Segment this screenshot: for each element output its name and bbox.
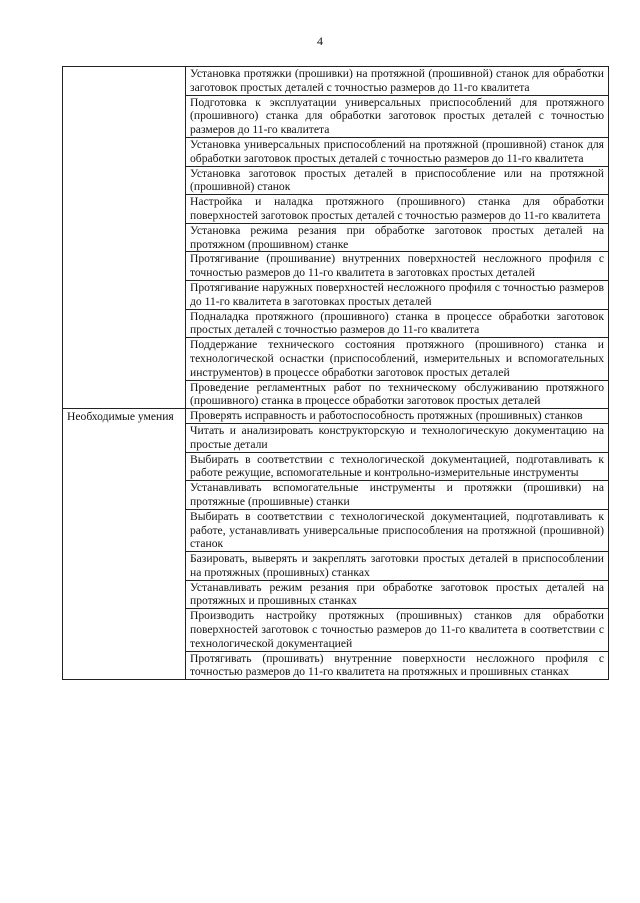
table-row [63,409,609,424]
table-cell-item: Читать и анализировать конструкторскую и технологическую документацию на простые детали [186,423,609,452]
table-cell-item: Устанавливать вспомогательные инструменты и протяжки (прошивки) на протяжные (прошивные) станки [186,481,609,510]
table-cell-item: Протягивание (прошивание) внутренних поверхностей несложного профиля с точностью размеров до 11-го квалитета в заготовках простых деталей [186,252,609,281]
table-cell-item: Установка заготовок простых деталей в приспособление или на протяжной (прошивной) станок [186,166,609,195]
section-label: Необходимые умения [63,409,186,680]
table-cell-item: Протягивание наружных поверхностей несложного профиля с точностью размеров до 11-го квалитета в заготовках простых деталей [186,280,609,309]
table-cell-item: Выбирать в соответствии с технологической документацией, подготавливать к работе, устанавливать универсальные приспособления на протяжной (прошивной) станок [186,509,609,551]
table-cell-item: Настройка и наладка протяжного (прошивного) станка для обработки поверхностей заготовок простых деталей с точностью размеров до 11-го квалитета [186,195,609,224]
table-cell-item: Установка универсальных приспособлений на протяжной (прошивной) станок для обработки заготовок простых деталей с точностью размеров до 11-го квалитета [186,137,609,166]
table-cell-item: Протягивать (прошивать) внутренние поверхности несложного профиля с точностью размеров до 11-го квалитета на протяжных и прошивных станках [186,651,609,680]
table-cell-item: Базировать, выверять и закреплять заготовки простых деталей в приспособлении на протяжных (прошивных) станках [186,552,609,581]
table-cell-item: Подналадка протяжного (прошивного) станка в процессе обработки заготовок простых деталей с точностью размеров до 11-го квалитета [186,309,609,338]
page-number: 4 [317,34,323,48]
requirements-table [62,66,609,680]
table-body [63,67,609,680]
table-cell-item: Производить настройку протяжных (прошивных) станков для обработки поверхностей заготовок с точностью размеров до 11-го квалитета в соответствии с технологической документацией [186,609,609,651]
table-cell-item: Установка режима резания при обработке заготовок простых деталей на протяжном (прошивном) станке [186,223,609,252]
table-cell-item: Подготовка к эксплуатации универсальных приспособлений для протяжного (прошивного) станка для обработки заготовок простых деталей с точностью размеров до 11-го квалитета [186,95,609,137]
table-cell-item: Устанавливать режим резания при обработке заготовок простых деталей на протяжных и прошивных станках [186,580,609,609]
section-label [63,67,186,409]
table-cell-item: Проведение регламентных работ по техническому обслуживанию протяжного (прошивного) станка в процессе обработки заготовок простых деталей [186,380,609,409]
table-cell-item: Проверять исправность и работоспособность протяжных (прошивных) станков [186,409,609,424]
table-cell-item: Поддержание технического состояния протяжного (прошивного) станка и технологической оснастки (приспособлений, измерительных и вспомогательных инструментов) в процессе обработки заготовок простых деталей [186,338,609,380]
table-cell-item: Выбирать в соответствии с технологической документацией, подготавливать к работе режущие, вспомогательные и контрольно-измерительные инструменты [186,452,609,481]
table-cell-item: Установка протяжки (прошивки) на протяжной (прошивной) станок для обработки заготовок простых деталей с точностью размеров до 11-го квалитета [186,67,609,96]
table-row [63,67,609,96]
